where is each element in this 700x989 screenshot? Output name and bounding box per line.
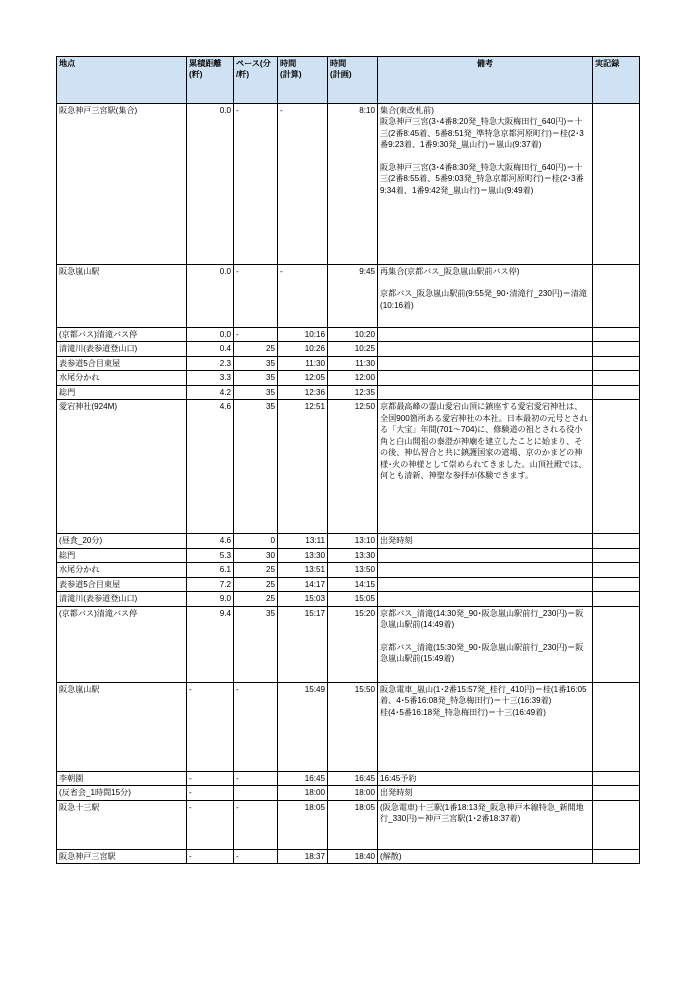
cell-actual-record: [593, 534, 640, 548]
table-row: [57, 800, 640, 849]
table-row: [57, 592, 640, 606]
itinerary-sheet: [56, 56, 639, 864]
cell-pace: 35: [234, 606, 278, 682]
column-header-distance-line1: 累積距離: [189, 59, 222, 68]
column-header-time-planned: [328, 57, 378, 104]
cell-time-planned: 12:50: [328, 400, 378, 534]
cell-time-planned: 18:00: [328, 786, 378, 800]
cell-time-calculated: 12:05: [278, 371, 328, 385]
table-row: [57, 849, 640, 863]
cell-remarks: 出発時刻: [378, 786, 593, 800]
column-header-remarks-label: 備考: [476, 59, 494, 68]
cell-actual-record: [593, 563, 640, 577]
cell-remarks: 16:45予約: [378, 771, 593, 785]
cell-time-planned: 16:45: [328, 771, 378, 785]
cell-pace: [234, 786, 278, 800]
cell-remarks: [378, 342, 593, 356]
cell-point: 李朝園: [57, 771, 187, 785]
cell-cumulative-distance: -: [187, 786, 234, 800]
table-row: [57, 606, 640, 682]
cell-pace: 35: [234, 356, 278, 370]
cell-time-planned: 18:40: [328, 849, 378, 863]
cell-cumulative-distance: 9.0: [187, 592, 234, 606]
cell-time-planned: 15:20: [328, 606, 378, 682]
cell-pace: 35: [234, 400, 278, 534]
column-header-actual-record-label: 実記録: [595, 59, 620, 68]
cell-remarks: 集合(東改札前) 阪急神戸三宮(3･4番8:20発_特急大阪梅田行_640円)＝十三(2番8:45着、5番8:51発_準特急京都河原町行)＝桂(2･3番9:23着、1番9:30発_嵐山行)＝嵐山(9:37着) 阪急神戸三宮(3･4番8:30発_特急大阪梅田行_640円)＝十三(2番8:55着、5番9:03発_特急京都河原町行)＝桂(2･3番9:34着、1番9:42発_嵐山行)＝嵐山(9:49着): [378, 104, 593, 265]
table-row: [57, 328, 640, 342]
column-header-distance: [187, 57, 234, 104]
cell-cumulative-distance: 3.3: [187, 371, 234, 385]
cell-time-planned: 14:15: [328, 577, 378, 591]
cell-pace: -: [234, 104, 278, 265]
cell-time-planned: 11:30: [328, 356, 378, 370]
column-header-point-label: 地点: [59, 59, 76, 68]
column-header-pace: [234, 57, 278, 104]
cell-actual-record: [593, 265, 640, 328]
cell-cumulative-distance: -: [187, 849, 234, 863]
cell-cumulative-distance: -: [187, 682, 234, 771]
cell-time-planned: 12:35: [328, 385, 378, 399]
cell-time-planned: 9:45: [328, 265, 378, 328]
cell-point: 水尾分かれ: [57, 371, 187, 385]
cell-time-planned: 13:30: [328, 548, 378, 562]
cell-point: (京都バス)清滝バス停: [57, 606, 187, 682]
cell-cumulative-distance: 4.6: [187, 534, 234, 548]
cell-point: (反省会_1時間15分): [57, 786, 187, 800]
table-body: [57, 104, 640, 864]
column-header-actual-record: [593, 57, 640, 104]
cell-time-calculated: -: [278, 265, 328, 328]
cell-time-calculated: 13:51: [278, 563, 328, 577]
column-header-pace-line1: ペース(分: [236, 59, 271, 68]
cell-time-calculated: 11:30: [278, 356, 328, 370]
cell-remarks: 出発時刻: [378, 534, 593, 548]
cell-cumulative-distance: 0.4: [187, 342, 234, 356]
cell-actual-record: [593, 849, 640, 863]
table-row: [57, 371, 640, 385]
cell-remarks: [378, 563, 593, 577]
cell-time-calculated: 18:05: [278, 800, 328, 849]
cell-time-calculated: 15:03: [278, 592, 328, 606]
cell-pace: 35: [234, 385, 278, 399]
cell-remarks: [378, 328, 593, 342]
cell-point: 阪急嵐山駅: [57, 682, 187, 771]
cell-actual-record: [593, 577, 640, 591]
cell-point: 水尾分かれ: [57, 563, 187, 577]
cell-point: 阪急神戸三宮駅: [57, 849, 187, 863]
cell-point: 阪急嵐山駅: [57, 265, 187, 328]
cell-point: 清滝川(表参道登山口): [57, 592, 187, 606]
cell-remarks: [378, 592, 593, 606]
cell-pace: 25: [234, 563, 278, 577]
cell-cumulative-distance: 9.4: [187, 606, 234, 682]
table-row: [57, 771, 640, 785]
cell-actual-record: [593, 328, 640, 342]
cell-time-planned: 13:10: [328, 534, 378, 548]
column-header-point: [57, 57, 187, 104]
table-row: [57, 356, 640, 370]
column-header-pace-line2: /粁): [236, 70, 250, 80]
cell-actual-record: [593, 385, 640, 399]
cell-point: 総門: [57, 385, 187, 399]
cell-pace: 25: [234, 577, 278, 591]
cell-time-planned: 18:05: [328, 800, 378, 849]
cell-cumulative-distance: 6.1: [187, 563, 234, 577]
cell-remarks: 阪急電車_嵐山(1･2番15:57発_桂行_410円)＝桂(1番16:05着、4･5番16:08発_特急梅田行)＝十三(16:39着) 桂(4･5番16:18発_特急梅田行)＝十三(16:49着): [378, 682, 593, 771]
cell-cumulative-distance: 0.0: [187, 265, 234, 328]
cell-pace: -: [234, 265, 278, 328]
cell-time-planned: 10:20: [328, 328, 378, 342]
cell-actual-record: [593, 800, 640, 849]
column-header-remarks: [378, 57, 593, 104]
cell-time-calculated: 10:26: [278, 342, 328, 356]
cell-time-calculated: 18:00: [278, 786, 328, 800]
cell-remarks: [378, 371, 593, 385]
itinerary-table: [56, 56, 640, 864]
cell-time-planned: 15:05: [328, 592, 378, 606]
table-row: [57, 786, 640, 800]
table-header: [57, 57, 640, 104]
cell-actual-record: [593, 786, 640, 800]
cell-pace: 0: [234, 534, 278, 548]
cell-actual-record: [593, 771, 640, 785]
cell-actual-record: [593, 682, 640, 771]
table-row: [57, 548, 640, 562]
cell-point: 愛宕神社(924M): [57, 400, 187, 534]
cell-remarks: 京都バス_清滝(14:30発_90･阪急嵐山駅前行_230円)＝阪急嵐山駅前(14:49着) 京都バス_清滝(15:30発_90･阪急嵐山駅前行_230円)＝阪急嵐山駅前(15:49着): [378, 606, 593, 682]
cell-actual-record: [593, 104, 640, 265]
cell-pace: 35: [234, 371, 278, 385]
cell-time-calculated: 12:36: [278, 385, 328, 399]
cell-cumulative-distance: 0.0: [187, 104, 234, 265]
cell-time-calculated: 18:37: [278, 849, 328, 863]
cell-point: (昼食_20分): [57, 534, 187, 548]
cell-time-calculated: 16:45: [278, 771, 328, 785]
table-row: [57, 563, 640, 577]
cell-point: 清滝川(表参道登山口): [57, 342, 187, 356]
cell-remarks: [378, 548, 593, 562]
cell-actual-record: [593, 342, 640, 356]
cell-point: 阪急十三駅: [57, 800, 187, 849]
cell-remarks: [378, 385, 593, 399]
cell-point: 表参道5合目東屋: [57, 356, 187, 370]
cell-cumulative-distance: 7.2: [187, 577, 234, 591]
cell-time-calculated: 13:11: [278, 534, 328, 548]
cell-cumulative-distance: -: [187, 800, 234, 849]
cell-actual-record: [593, 400, 640, 534]
column-header-time-calculated-line2: (計算): [280, 70, 302, 80]
column-header-time-planned-line2: (計画): [330, 70, 352, 80]
column-header-time-calculated-line1: 時間: [280, 59, 297, 68]
header-row: [57, 57, 640, 104]
cell-pace: -: [234, 771, 278, 785]
table-row: [57, 342, 640, 356]
cell-time-calculated: 12:51: [278, 400, 328, 534]
cell-remarks: [378, 577, 593, 591]
table-row: [57, 682, 640, 771]
cell-cumulative-distance: 2.3: [187, 356, 234, 370]
cell-point: 表参道5合目東屋: [57, 577, 187, 591]
cell-pace: 30: [234, 548, 278, 562]
cell-time-planned: 10:25: [328, 342, 378, 356]
cell-time-calculated: 10:16: [278, 328, 328, 342]
cell-time-calculated: 13:30: [278, 548, 328, 562]
cell-time-planned: 12:00: [328, 371, 378, 385]
cell-time-planned: 15:50: [328, 682, 378, 771]
table-row: [57, 385, 640, 399]
cell-time-calculated: -: [278, 104, 328, 265]
cell-remarks: 再集合(京都バス_阪急嵐山駅前バス停) 京都バス_阪急嵐山駅前(9:55発_90･清滝行_230円)＝清滝(10:16着): [378, 265, 593, 328]
cell-remarks: 京都最高峰の霊山愛宕山頂に鎮座する愛宕愛宕神社は、全国900箇所ある愛宕神社の本社。日本最初の元号とされる「大宝」年間(701～704)に、修験道の祖とされる役小角と白山開祖の泰澄が神廟を建立したことに始まり、その後、神仏習合と共に鎮護国家の道場、京のかまどの神様･火の神様として崇められてきました。山頂社殿では、何とも清新、神聖な参拝が体験できます。: [378, 400, 593, 534]
table-row: [57, 534, 640, 548]
cell-pace: -: [234, 849, 278, 863]
cell-cumulative-distance: 0.0: [187, 328, 234, 342]
cell-actual-record: [593, 548, 640, 562]
cell-point: 阪急神戸三宮駅(集合): [57, 104, 187, 265]
table-row: [57, 265, 640, 328]
cell-point: 総門: [57, 548, 187, 562]
cell-time-calculated: 15:49: [278, 682, 328, 771]
table-row: [57, 577, 640, 591]
cell-point: (京都バス)清滝バス停: [57, 328, 187, 342]
cell-remarks: (阪急電車)十三駅(1番18:13発_阪急神戸本線特急_新開地行_330円)＝神戸三宮駅(1･2番18:37着): [378, 800, 593, 849]
cell-pace: -: [234, 328, 278, 342]
cell-cumulative-distance: -: [187, 771, 234, 785]
cell-pace: 25: [234, 342, 278, 356]
column-header-time-calculated: [278, 57, 328, 104]
cell-time-planned: 13:50: [328, 563, 378, 577]
cell-remarks: [378, 356, 593, 370]
cell-actual-record: [593, 356, 640, 370]
cell-time-calculated: 14:17: [278, 577, 328, 591]
cell-pace: -: [234, 800, 278, 849]
cell-cumulative-distance: 4.2: [187, 385, 234, 399]
cell-actual-record: [593, 371, 640, 385]
cell-remarks: (解散): [378, 849, 593, 863]
cell-time-planned: 8:10: [328, 104, 378, 265]
cell-cumulative-distance: 5.3: [187, 548, 234, 562]
cell-cumulative-distance: 4.6: [187, 400, 234, 534]
table-row: [57, 104, 640, 265]
cell-actual-record: [593, 606, 640, 682]
table-row: [57, 400, 640, 534]
cell-time-calculated: 15:17: [278, 606, 328, 682]
cell-actual-record: [593, 592, 640, 606]
column-header-time-planned-line1: 時間: [330, 59, 347, 68]
cell-pace: 25: [234, 592, 278, 606]
column-header-distance-line2: (粁): [189, 70, 203, 80]
cell-pace: -: [234, 682, 278, 771]
